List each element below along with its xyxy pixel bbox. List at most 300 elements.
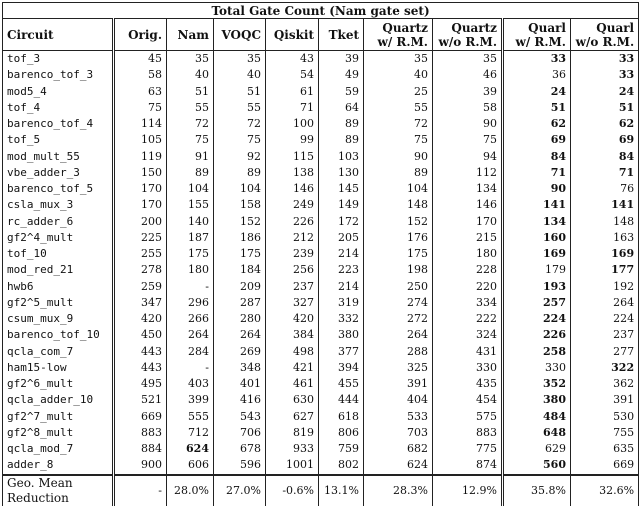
cell-nam: 89 [167,165,214,181]
cell-orig: 200 [114,214,167,230]
cell-quartz-rm: 176 [364,230,433,246]
table-row [3,181,639,197]
table-row [3,197,639,213]
cell-quarl-rm: 69 [503,132,571,148]
cell-quarl-norm: 224 [571,311,639,327]
cell-nam: 35 [167,51,214,68]
cell-qiskit: 249 [266,197,319,213]
cell-qiskit: 819 [266,425,319,441]
cell-tket: 455 [319,376,364,392]
cell-nam: 140 [167,214,214,230]
cell-quartz-norm: 180 [433,246,503,262]
footer-quarl-rm: 35.8% [503,475,571,506]
cell-quarl-rm: 330 [503,360,571,376]
table-row [3,246,639,262]
cell-nam: 712 [167,425,214,441]
cell-tket: 89 [319,116,364,132]
cell-tket: 214 [319,279,364,295]
cell-voqc: 158 [214,197,266,213]
cell-orig: 255 [114,246,167,262]
footer-label [3,475,114,506]
cell-quartz-norm: 435 [433,376,503,392]
cell-quarl-norm: 62 [571,116,639,132]
cell-nam: 51 [167,84,214,100]
cell-tket: 759 [319,441,364,457]
cell-voqc: 348 [214,360,266,376]
cell-orig: 170 [114,197,167,213]
cell-qiskit: 237 [266,279,319,295]
cell-quartz-rm: 75 [364,132,433,148]
cell-orig: 278 [114,262,167,278]
cell-voqc: 89 [214,165,266,181]
cell-tket: 444 [319,392,364,408]
cell-quartz-rm: 90 [364,149,433,165]
cell-quarl-norm: 71 [571,165,639,181]
footer-quartz-rm: 28.3% [364,475,433,506]
cell-nam: 264 [167,327,214,343]
cell-tket: 332 [319,311,364,327]
cell-quartz-rm: 148 [364,197,433,213]
cell-quartz-rm: 25 [364,84,433,100]
cell-nam: 55 [167,100,214,116]
cell-tket: 149 [319,197,364,213]
header-qiskit: Qiskit [266,19,319,51]
table-body [3,51,639,475]
cell-circuit: qcla_com_7 [3,344,114,360]
cell-orig: 58 [114,67,167,83]
cell-nam: 75 [167,132,214,148]
cell-quarl-rm: 71 [503,165,571,181]
header-quarl-norm-line2: w/o R.M. [575,34,635,49]
cell-circuit: csla_mux_3 [3,197,114,213]
table-row [3,425,639,441]
cell-quartz-norm: 170 [433,214,503,230]
cell-voqc: 209 [214,279,266,295]
cell-quarl-rm: 62 [503,116,571,132]
cell-quarl-norm: 84 [571,149,639,165]
header-quarl-rm [503,19,571,51]
cell-quarl-norm: 33 [571,67,639,83]
cell-quarl-norm: 669 [571,457,639,474]
cell-nam: 104 [167,181,214,197]
cell-quarl-norm: 33 [571,51,639,68]
cell-nam: 180 [167,262,214,278]
footer-voqc: 27.0% [214,475,266,506]
cell-quartz-rm: 104 [364,181,433,197]
cell-quartz-norm: 35 [433,51,503,68]
cell-qiskit: 100 [266,116,319,132]
cell-voqc: 264 [214,327,266,343]
cell-voqc: 72 [214,116,266,132]
cell-nam: 296 [167,295,214,311]
cell-quartz-rm: 264 [364,327,433,343]
cell-quartz-norm: 334 [433,295,503,311]
table-row [3,344,639,360]
cell-nam: 175 [167,246,214,262]
cell-tket: 806 [319,425,364,441]
cell-quarl-norm: 362 [571,376,639,392]
cell-voqc: 280 [214,311,266,327]
cell-quartz-norm: 134 [433,181,503,197]
cell-orig: 170 [114,181,167,197]
cell-voqc: 416 [214,392,266,408]
cell-circuit: gf2^7_mult [3,409,114,425]
cell-nam: - [167,360,214,376]
cell-quarl-rm: 160 [503,230,571,246]
cell-circuit: tof_5 [3,132,114,148]
cell-voqc: 92 [214,149,266,165]
gate-count-table [2,2,639,506]
footer-nam: 28.0% [167,475,214,506]
cell-quarl-rm: 484 [503,409,571,425]
cell-quartz-norm: 575 [433,409,503,425]
table-row [3,149,639,165]
table-row [3,457,639,474]
cell-nam: 155 [167,197,214,213]
cell-qiskit: 212 [266,230,319,246]
cell-quarl-norm: 169 [571,246,639,262]
cell-quartz-rm: 40 [364,67,433,83]
cell-circuit: gf2^8_mult [3,425,114,441]
cell-orig: 114 [114,116,167,132]
table-title: Total Gate Count (Nam gate set) [3,3,639,19]
cell-quarl-rm: 141 [503,197,571,213]
cell-voqc: 152 [214,214,266,230]
cell-quartz-norm: 215 [433,230,503,246]
cell-voqc: 269 [214,344,266,360]
cell-quarl-norm: 69 [571,132,639,148]
cell-tket: 39 [319,51,364,68]
table-row [3,311,639,327]
header-quarl-norm [571,19,639,51]
table-row [3,295,639,311]
table-row [3,214,639,230]
cell-quartz-rm: 274 [364,295,433,311]
cell-voqc: 543 [214,409,266,425]
table-row [3,360,639,376]
cell-voqc: 678 [214,441,266,457]
cell-quarl-rm: 90 [503,181,571,197]
cell-quartz-norm: 330 [433,360,503,376]
cell-nam: 284 [167,344,214,360]
cell-quartz-norm: 39 [433,84,503,100]
cell-tket: 145 [319,181,364,197]
cell-nam: - [167,279,214,295]
footer-quarl-norm: 32.6% [571,475,639,506]
cell-voqc: 51 [214,84,266,100]
cell-quarl-norm: 177 [571,262,639,278]
cell-circuit: tof_4 [3,100,114,116]
cell-quarl-rm: 629 [503,441,571,457]
footer-label-line1: Geo. Mean [7,475,73,490]
cell-qiskit: 630 [266,392,319,408]
cell-circuit: qcla_adder_10 [3,392,114,408]
cell-orig: 495 [114,376,167,392]
cell-qiskit: 1001 [266,457,319,474]
cell-tket: 59 [319,84,364,100]
cell-quarl-norm: 163 [571,230,639,246]
cell-quarl-norm: 76 [571,181,639,197]
cell-voqc: 104 [214,181,266,197]
cell-quartz-norm: 775 [433,441,503,457]
cell-orig: 225 [114,230,167,246]
footer-qiskit: -0.6% [266,475,319,506]
cell-nam: 555 [167,409,214,425]
cell-quartz-rm: 250 [364,279,433,295]
table-row [3,67,639,83]
cell-nam: 40 [167,67,214,83]
cell-quarl-norm: 277 [571,344,639,360]
table-row [3,51,639,68]
cell-quartz-rm: 152 [364,214,433,230]
cell-tket: 49 [319,67,364,83]
cell-nam: 187 [167,230,214,246]
cell-circuit: vbe_adder_3 [3,165,114,181]
cell-quartz-rm: 89 [364,165,433,181]
header-circuit: Circuit [3,19,114,51]
cell-tket: 64 [319,100,364,116]
cell-quarl-norm: 148 [571,214,639,230]
cell-quartz-norm: 146 [433,197,503,213]
cell-voqc: 706 [214,425,266,441]
cell-tket: 394 [319,360,364,376]
cell-circuit: tof_3 [3,51,114,68]
cell-qiskit: 146 [266,181,319,197]
table-row [3,262,639,278]
cell-nam: 624 [167,441,214,457]
table-title-row [3,3,639,19]
cell-qiskit: 99 [266,132,319,148]
cell-quarl-rm: 169 [503,246,571,262]
header-quartz-rm-line2: w/ R.M. [377,34,428,49]
cell-quartz-rm: 288 [364,344,433,360]
cell-quarl-rm: 258 [503,344,571,360]
cell-quartz-rm: 533 [364,409,433,425]
header-quarl-rm-line2: w/ R.M. [515,34,566,49]
cell-quartz-rm: 404 [364,392,433,408]
table-row [3,279,639,295]
header-quartz-rm-line1: Quartz [382,20,428,35]
cell-quartz-norm: 324 [433,327,503,343]
cell-voqc: 55 [214,100,266,116]
cell-voqc: 175 [214,246,266,262]
cell-voqc: 596 [214,457,266,474]
cell-quartz-rm: 703 [364,425,433,441]
cell-voqc: 186 [214,230,266,246]
cell-quartz-norm: 228 [433,262,503,278]
cell-tket: 214 [319,246,364,262]
cell-orig: 119 [114,149,167,165]
footer-quartz-norm: 12.9% [433,475,503,506]
cell-qiskit: 256 [266,262,319,278]
cell-voqc: 40 [214,67,266,83]
footer-label-line2: Reduction [7,490,69,505]
cell-quarl-norm: 51 [571,100,639,116]
cell-circuit: mod_mult_55 [3,149,114,165]
cell-quartz-rm: 175 [364,246,433,262]
cell-quarl-rm: 560 [503,457,571,474]
header-quarl-rm-line1: Quarl [528,20,566,35]
cell-quartz-norm: 58 [433,100,503,116]
cell-qiskit: 115 [266,149,319,165]
cell-qiskit: 43 [266,51,319,68]
cell-orig: 347 [114,295,167,311]
cell-circuit: barenco_tof_5 [3,181,114,197]
table-row [3,132,639,148]
cell-orig: 669 [114,409,167,425]
cell-orig: 105 [114,132,167,148]
cell-quartz-norm: 883 [433,425,503,441]
cell-orig: 75 [114,100,167,116]
cell-orig: 521 [114,392,167,408]
cell-circuit: hwb6 [3,279,114,295]
cell-qiskit: 327 [266,295,319,311]
cell-qiskit: 61 [266,84,319,100]
cell-circuit: ham15-low [3,360,114,376]
cell-orig: 420 [114,311,167,327]
cell-qiskit: 498 [266,344,319,360]
cell-tket: 223 [319,262,364,278]
cell-tket: 802 [319,457,364,474]
table-row [3,84,639,100]
cell-circuit: gf2^6_mult [3,376,114,392]
cell-quarl-rm: 648 [503,425,571,441]
cell-circuit: barenco_tof_4 [3,116,114,132]
cell-circuit: adder_8 [3,457,114,474]
cell-quarl-norm: 192 [571,279,639,295]
cell-quartz-rm: 35 [364,51,433,68]
cell-quartz-rm: 198 [364,262,433,278]
cell-qiskit: 138 [266,165,319,181]
cell-qiskit: 461 [266,376,319,392]
cell-quartz-rm: 55 [364,100,433,116]
cell-tket: 380 [319,327,364,343]
cell-quartz-norm: 874 [433,457,503,474]
cell-qiskit: 384 [266,327,319,343]
header-row [3,19,639,51]
cell-qiskit: 627 [266,409,319,425]
cell-orig: 45 [114,51,167,68]
header-tket: Tket [319,19,364,51]
cell-quarl-norm: 755 [571,425,639,441]
cell-tket: 205 [319,230,364,246]
cell-quarl-rm: 134 [503,214,571,230]
cell-voqc: 75 [214,132,266,148]
cell-quarl-rm: 51 [503,100,571,116]
cell-quartz-rm: 325 [364,360,433,376]
cell-nam: 403 [167,376,214,392]
cell-quarl-rm: 226 [503,327,571,343]
cell-quartz-norm: 222 [433,311,503,327]
cell-circuit: barenco_tof_3 [3,67,114,83]
footer-tket: 13.1% [319,475,364,506]
cell-qiskit: 226 [266,214,319,230]
cell-orig: 884 [114,441,167,457]
cell-qiskit: 933 [266,441,319,457]
cell-tket: 130 [319,165,364,181]
cell-voqc: 401 [214,376,266,392]
cell-quartz-norm: 46 [433,67,503,83]
cell-quarl-rm: 33 [503,51,571,68]
cell-quarl-norm: 322 [571,360,639,376]
cell-nam: 606 [167,457,214,474]
cell-quarl-norm: 24 [571,84,639,100]
cell-voqc: 287 [214,295,266,311]
header-quartz-norm-line1: Quartz [451,20,497,35]
cell-qiskit: 71 [266,100,319,116]
cell-circuit: rc_adder_6 [3,214,114,230]
cell-quarl-rm: 84 [503,149,571,165]
cell-orig: 443 [114,360,167,376]
cell-tket: 103 [319,149,364,165]
cell-circuit: qcla_mod_7 [3,441,114,457]
table-row [3,441,639,457]
cell-tket: 377 [319,344,364,360]
header-nam: Nam [167,19,214,51]
header-quartz-norm [433,19,503,51]
cell-quartz-norm: 94 [433,149,503,165]
cell-circuit: mod5_4 [3,84,114,100]
cell-circuit: barenco_tof_10 [3,327,114,343]
cell-circuit: gf2^5_mult [3,295,114,311]
table-row [3,376,639,392]
cell-orig: 900 [114,457,167,474]
cell-quartz-norm: 75 [433,132,503,148]
table-row [3,230,639,246]
cell-qiskit: 239 [266,246,319,262]
table-row [3,392,639,408]
cell-quarl-rm: 24 [503,84,571,100]
cell-quartz-norm: 112 [433,165,503,181]
cell-orig: 63 [114,84,167,100]
cell-circuit: csum_mux_9 [3,311,114,327]
cell-nam: 399 [167,392,214,408]
cell-qiskit: 54 [266,67,319,83]
cell-nam: 72 [167,116,214,132]
table-row [3,165,639,181]
cell-quarl-rm: 179 [503,262,571,278]
table-row [3,409,639,425]
cell-circuit: mod_red_21 [3,262,114,278]
cell-tket: 618 [319,409,364,425]
cell-quarl-norm: 635 [571,441,639,457]
cell-quartz-norm: 431 [433,344,503,360]
cell-orig: 443 [114,344,167,360]
cell-circuit: tof_10 [3,246,114,262]
cell-quarl-rm: 36 [503,67,571,83]
cell-quartz-rm: 72 [364,116,433,132]
cell-quarl-norm: 141 [571,197,639,213]
cell-tket: 319 [319,295,364,311]
footer-orig: - [114,475,167,506]
cell-quartz-rm: 272 [364,311,433,327]
cell-voqc: 35 [214,51,266,68]
cell-orig: 150 [114,165,167,181]
cell-quartz-norm: 220 [433,279,503,295]
header-quartz-norm-line2: w/o R.M. [438,34,497,49]
cell-quarl-norm: 530 [571,409,639,425]
cell-orig: 883 [114,425,167,441]
cell-quartz-rm: 391 [364,376,433,392]
cell-quarl-rm: 193 [503,279,571,295]
cell-qiskit: 421 [266,360,319,376]
cell-tket: 89 [319,132,364,148]
cell-nam: 266 [167,311,214,327]
cell-quarl-rm: 380 [503,392,571,408]
cell-quartz-rm: 624 [364,457,433,474]
cell-quarl-rm: 224 [503,311,571,327]
cell-orig: 259 [114,279,167,295]
